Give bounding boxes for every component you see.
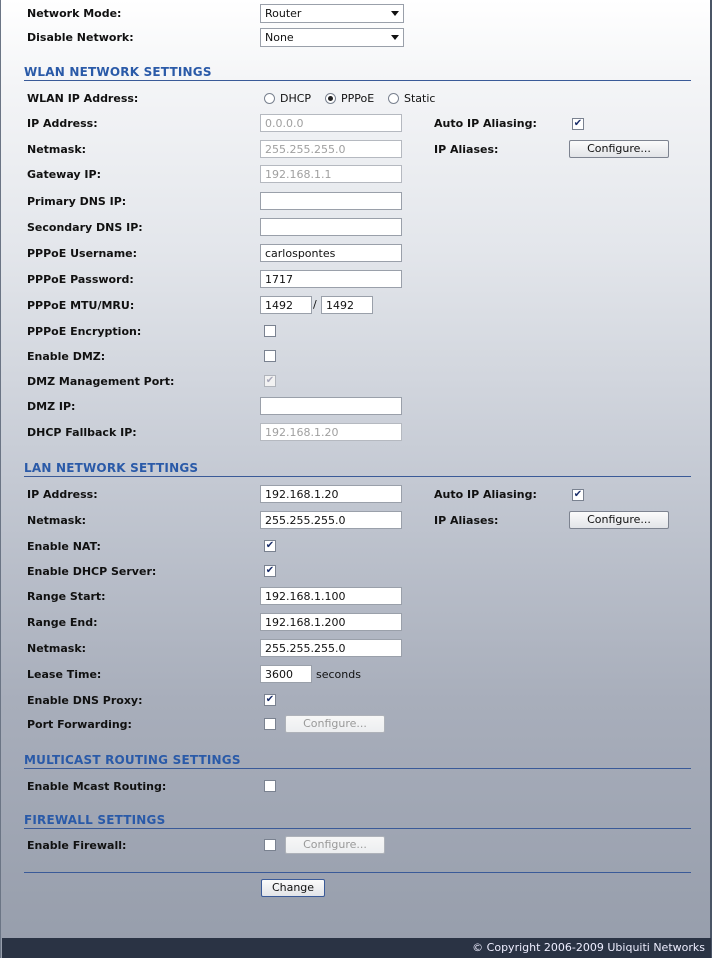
firewall-checkbox[interactable] [264,839,276,851]
firewall-configure-button[interactable]: Configure... [285,836,385,854]
wlan-netmask-row [1,140,712,160]
firewall-row [1,836,712,856]
chevron-down-icon [391,11,399,16]
wlan-dns1-label: Primary DNS IP: [27,195,127,208]
mcast-checkbox[interactable] [264,780,276,792]
lan-ip-label: IP Address: [27,488,98,501]
range-start-row [1,587,712,607]
lan-netmask-label: Netmask: [27,514,87,527]
dmz-ip-row [1,397,712,417]
wlan-gateway-label: Gateway IP: [27,168,101,181]
lan-auto-alias-checkbox[interactable]: ✔ [573,489,583,500]
wlan-gateway-input[interactable]: 192.168.1.1 [260,165,402,183]
dmz-ip-label: DMZ IP: [27,400,76,413]
wlan-netmask-label: Netmask: [27,143,87,156]
lan-ip-input[interactable]: 192.168.1.20 [260,485,402,503]
pppoe-pass-label: PPPoE Password: [27,273,134,286]
network-mode-row [1,4,712,24]
dhcp-server-row [1,562,712,582]
firewall-section-title: FIREWALL SETTINGS [24,813,166,827]
nat-checkbox[interactable]: ✔ [265,540,275,551]
port-fwd-checkbox[interactable] [264,718,276,730]
wlan-dns2-input[interactable] [260,218,402,236]
wlan-netmask-input[interactable]: 255.255.255.0 [260,140,402,158]
dmz-label: Enable DMZ: [27,350,106,363]
pppoe-mtu-input[interactable]: 1492 [260,296,312,314]
pppoe-encryption-checkbox[interactable] [264,325,276,337]
pppoe-mtu-label: PPPoE MTU/MRU: [27,299,135,312]
radio-static[interactable] [388,93,399,104]
radio-dhcp-label: DHCP [280,92,312,105]
dmz-ip-input[interactable] [260,397,402,415]
pppoe-pass-input[interactable]: 1717 [260,270,402,288]
disable-network-value: None [265,31,294,44]
pppoe-user-label: PPPoE Username: [27,247,138,260]
range-start-input[interactable]: 192.168.1.100 [260,587,402,605]
mcast-row [1,777,712,797]
radio-pppoe-label: PPPoE [341,92,375,105]
nat-row [1,537,712,557]
dhcp-netmask-label: Netmask: [27,642,87,655]
lan-ip-aliases-label: IP Aliases: [434,514,499,527]
disable-network-label: Disable Network: [27,31,134,44]
network-mode-select[interactable] [260,4,404,23]
firewall-section-header [24,813,691,829]
dhcp-netmask-row [1,639,712,659]
radio-pppoe[interactable] [325,93,336,104]
network-mode-label: Network Mode: [27,7,122,20]
wlan-auto-alias-checkbox[interactable]: ✔ [573,118,583,129]
wlan-dns2-label: Secondary DNS IP: [27,221,143,234]
pppoe-encryption-label: PPPoE Encryption: [27,325,142,338]
port-fwd-label: Port Forwarding: [27,718,132,731]
dns-proxy-label: Enable DNS Proxy: [27,694,143,707]
footer [2,938,711,958]
multicast-section-header [24,753,691,769]
dhcp-netmask-input[interactable]: 255.255.255.0 [260,639,402,657]
pppoe-mtu-row [1,296,712,316]
port-fwd-configure-button[interactable]: Configure... [285,715,385,733]
wlan-ip-mode-label: WLAN IP Address: [27,92,139,105]
radio-dhcp[interactable] [264,93,275,104]
pppoe-mru-input[interactable]: 1492 [321,296,373,314]
dmz-mgmt-label: DMZ Management Port: [27,375,175,388]
range-start-label: Range Start: [27,590,106,603]
dns-proxy-checkbox[interactable]: ✔ [265,694,275,705]
dmz-mgmt-checkbox[interactable]: ✔ [265,375,275,386]
fallback-label: DHCP Fallback IP: [27,426,137,439]
fallback-row [1,423,712,443]
range-end-input[interactable]: 192.168.1.200 [260,613,402,631]
wlan-section-header [24,65,691,81]
lease-unit: seconds [316,668,361,681]
pppoe-user-row [1,244,712,264]
dmz-row [1,347,712,367]
dns-proxy-row [1,691,712,711]
wlan-dns2-row [1,218,712,238]
range-end-label: Range End: [27,616,98,629]
wlan-ip-mode-row [1,89,712,109]
copyright-text: © Copyright 2006-2009 Ubiquiti Networks [472,941,705,954]
wlan-section-title: WLAN NETWORK SETTINGS [24,65,212,79]
lan-aliases-configure-button[interactable]: Configure... [569,511,669,529]
dmz-checkbox[interactable] [264,350,276,362]
firewall-label: Enable Firewall: [27,839,127,852]
range-end-row [1,613,712,633]
wlan-auto-alias-label: Auto IP Aliasing: [434,117,537,130]
lan-section-title: LAN NETWORK SETTINGS [24,461,199,475]
wlan-gateway-row [1,165,712,185]
lan-ip-row [1,485,712,505]
network-mode-value: Router [265,7,302,20]
change-button[interactable]: Change [261,879,325,897]
multicast-section-title: MULTICAST ROUTING SETTINGS [24,753,241,767]
lease-row [1,665,712,685]
dhcp-server-checkbox[interactable]: ✔ [265,565,275,576]
mcast-label: Enable Mcast Routing: [27,780,167,793]
wlan-ip-row [1,114,712,134]
chevron-down-icon [391,35,399,40]
mtu-separator: / [313,298,317,311]
lan-auto-alias-label: Auto IP Aliasing: [434,488,537,501]
wlan-ip-label: IP Address: [27,117,98,130]
lease-input[interactable]: 3600 [260,665,312,683]
dmz-mgmt-row [1,372,712,392]
wlan-dns1-input[interactable] [260,192,402,210]
lan-section-header [24,461,691,477]
wlan-aliases-configure-button[interactable]: Configure... [569,140,669,158]
wlan-ip-aliases-label: IP Aliases: [434,143,499,156]
wlan-ip-input[interactable]: 0.0.0.0 [260,114,402,132]
disable-network-select[interactable] [260,28,404,47]
radio-static-label: Static [404,92,436,105]
nat-label: Enable NAT: [27,540,101,553]
wlan-dns1-row [1,192,712,212]
disable-network-row [1,28,712,48]
pppoe-encryption-row [1,322,712,342]
fallback-input[interactable]: 192.168.1.20 [260,423,402,441]
pppoe-user-input[interactable]: carlospontes [260,244,402,262]
dhcp-server-label: Enable DHCP Server: [27,565,157,578]
lease-label: Lease Time: [27,668,102,681]
lan-netmask-row [1,511,712,531]
lan-netmask-input[interactable]: 255.255.255.0 [260,511,402,529]
divider [24,872,691,873]
port-fwd-row [1,715,712,735]
pppoe-pass-row [1,270,712,290]
